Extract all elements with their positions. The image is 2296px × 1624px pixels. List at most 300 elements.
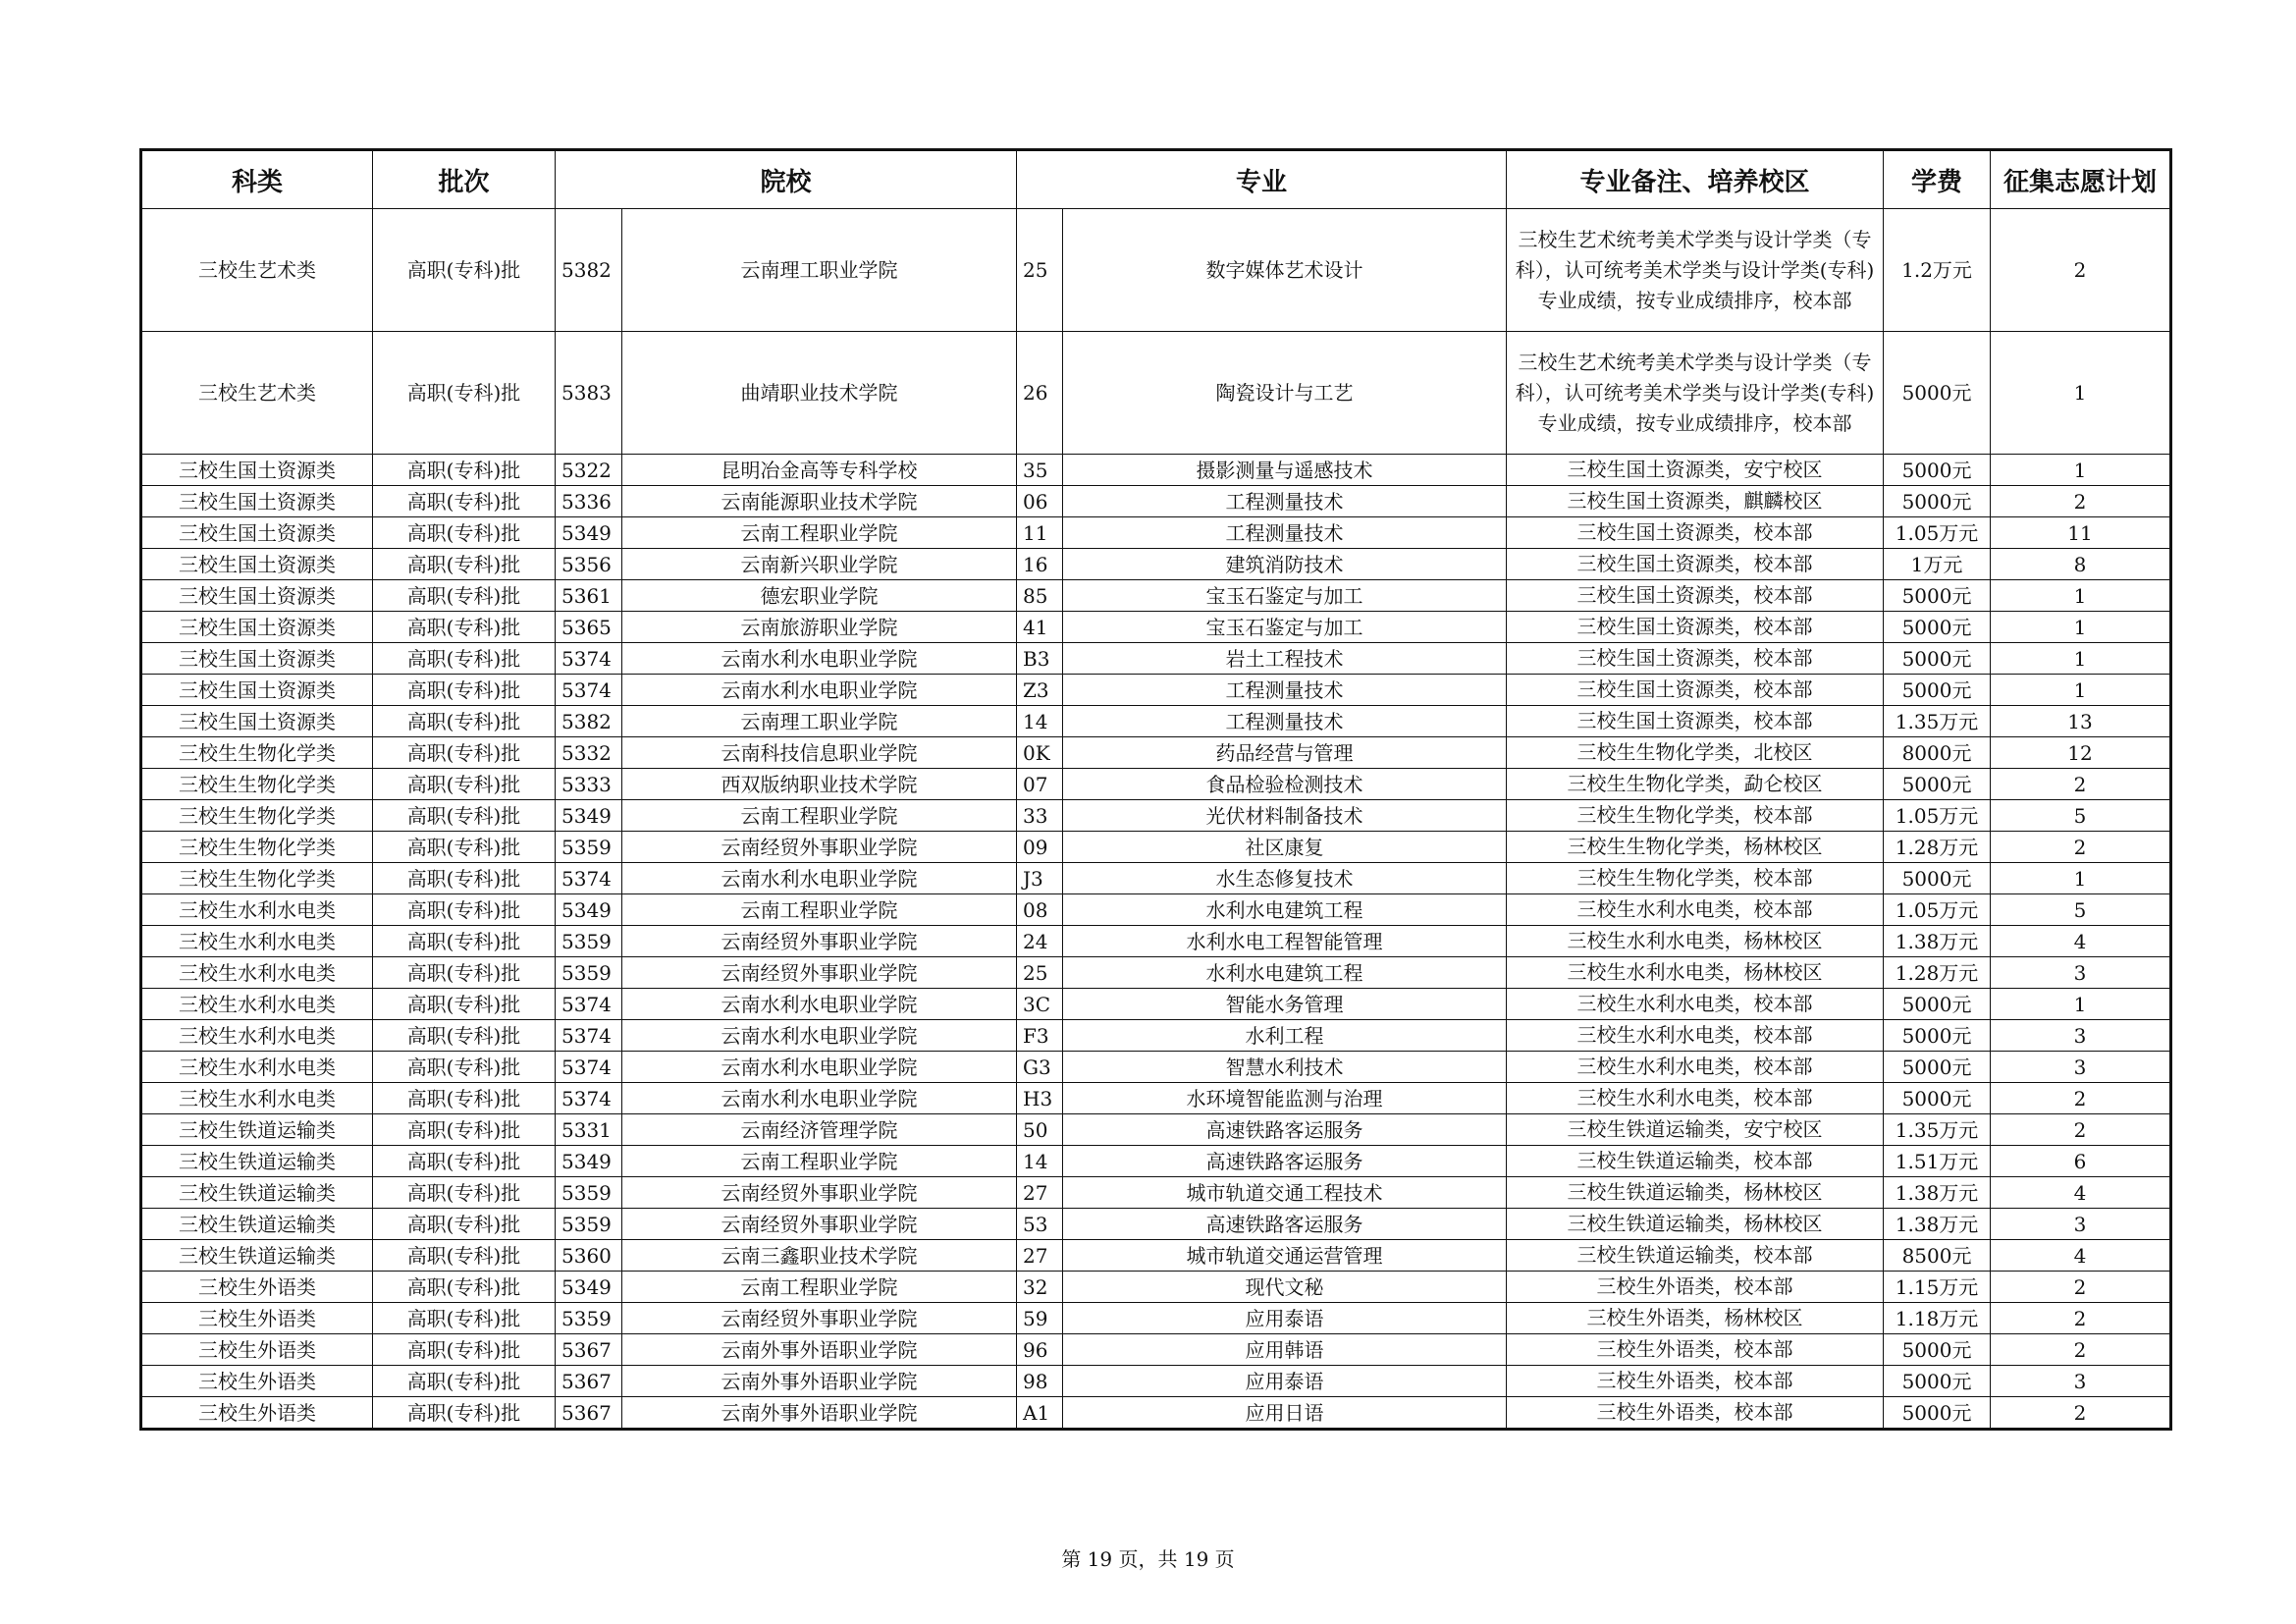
table-row bbox=[141, 612, 2171, 643]
cell-tuition: 8000元 bbox=[1884, 737, 1991, 769]
cell-tuition: 1.05万元 bbox=[1884, 517, 1991, 549]
table-row bbox=[141, 863, 2171, 894]
cell-major-name: 城市轨道交通工程技术 bbox=[1063, 1177, 1507, 1209]
cell-notes-campus: 三校生国土资源类，校本部 bbox=[1507, 643, 1884, 675]
cell-school-code: 5359 bbox=[556, 832, 622, 863]
cell-batch: 高职(专科)批 bbox=[373, 1146, 556, 1177]
cell-plan-count: 2 bbox=[1991, 1114, 2171, 1146]
cell-category: 三校生铁道运输类 bbox=[141, 1177, 373, 1209]
cell-major-code: 25 bbox=[1017, 209, 1063, 332]
cell-plan-count: 2 bbox=[1991, 1272, 2171, 1303]
cell-plan-count: 4 bbox=[1991, 1240, 2171, 1272]
cell-notes-campus: 三校生水利水电类，校本部 bbox=[1507, 989, 1884, 1020]
cell-school-code: 5349 bbox=[556, 894, 622, 926]
cell-school-name: 云南经贸外事职业学院 bbox=[622, 957, 1017, 989]
cell-notes-campus: 三校生国土资源类，校本部 bbox=[1507, 549, 1884, 580]
cell-school-name: 云南理工职业学院 bbox=[622, 706, 1017, 737]
table-row bbox=[141, 1114, 2171, 1146]
table-row bbox=[141, 1397, 2171, 1430]
cell-category: 三校生国土资源类 bbox=[141, 643, 373, 675]
cell-category: 三校生水利水电类 bbox=[141, 926, 373, 957]
cell-major-name: 高速铁路客运服务 bbox=[1063, 1209, 1507, 1240]
cell-school-code: 5359 bbox=[556, 1209, 622, 1240]
cell-batch: 高职(专科)批 bbox=[373, 612, 556, 643]
cell-plan-count: 1 bbox=[1991, 612, 2171, 643]
cell-plan-count: 1 bbox=[1991, 643, 2171, 675]
cell-school-code: 5349 bbox=[556, 517, 622, 549]
cell-school-code: 5367 bbox=[556, 1366, 622, 1397]
cell-major-name: 工程测量技术 bbox=[1063, 675, 1507, 706]
cell-school-name: 西双版纳职业技术学院 bbox=[622, 769, 1017, 800]
cell-major-name: 现代文秘 bbox=[1063, 1272, 1507, 1303]
cell-major-code: 3C bbox=[1017, 989, 1063, 1020]
cell-major-code: 11 bbox=[1017, 517, 1063, 549]
cell-notes-campus: 三校生国土资源类，安宁校区 bbox=[1507, 455, 1884, 486]
cell-tuition: 1.51万元 bbox=[1884, 1146, 1991, 1177]
cell-plan-count: 1 bbox=[1991, 332, 2171, 455]
cell-major-code: 50 bbox=[1017, 1114, 1063, 1146]
cell-tuition: 5000元 bbox=[1884, 580, 1991, 612]
header-batch: 批次 bbox=[373, 150, 556, 209]
cell-major-code: 32 bbox=[1017, 1272, 1063, 1303]
cell-tuition: 5000元 bbox=[1884, 863, 1991, 894]
cell-major-code: A1 bbox=[1017, 1397, 1063, 1430]
cell-major-code: 53 bbox=[1017, 1209, 1063, 1240]
cell-school-name: 云南水利水电职业学院 bbox=[622, 1083, 1017, 1114]
cell-major-code: 41 bbox=[1017, 612, 1063, 643]
cell-school-name: 云南工程职业学院 bbox=[622, 800, 1017, 832]
table-row bbox=[141, 1209, 2171, 1240]
cell-tuition: 1.2万元 bbox=[1884, 209, 1991, 332]
cell-school-name: 云南经济管理学院 bbox=[622, 1114, 1017, 1146]
cell-major-name: 光伏材料制备技术 bbox=[1063, 800, 1507, 832]
cell-major-code: 59 bbox=[1017, 1303, 1063, 1334]
cell-school-code: 5359 bbox=[556, 926, 622, 957]
cell-major-code: 27 bbox=[1017, 1177, 1063, 1209]
cell-major-name: 水环境智能监测与治理 bbox=[1063, 1083, 1507, 1114]
cell-school-name: 德宏职业学院 bbox=[622, 580, 1017, 612]
cell-school-code: 5336 bbox=[556, 486, 622, 517]
cell-batch: 高职(专科)批 bbox=[373, 643, 556, 675]
cell-school-name: 云南经贸外事职业学院 bbox=[622, 1303, 1017, 1334]
cell-batch: 高职(专科)批 bbox=[373, 1083, 556, 1114]
table-row bbox=[141, 549, 2171, 580]
cell-school-code: 5374 bbox=[556, 1020, 622, 1052]
cell-batch: 高职(专科)批 bbox=[373, 737, 556, 769]
cell-school-code: 5359 bbox=[556, 1177, 622, 1209]
cell-plan-count: 1 bbox=[1991, 989, 2171, 1020]
cell-major-name: 数字媒体艺术设计 bbox=[1063, 209, 1507, 332]
table-row bbox=[141, 643, 2171, 675]
table-row bbox=[141, 486, 2171, 517]
cell-major-code: 98 bbox=[1017, 1366, 1063, 1397]
cell-tuition: 5000元 bbox=[1884, 612, 1991, 643]
cell-major-name: 高速铁路客运服务 bbox=[1063, 1146, 1507, 1177]
cell-major-name: 智慧水利技术 bbox=[1063, 1052, 1507, 1083]
table-row bbox=[141, 332, 2171, 455]
table-row bbox=[141, 580, 2171, 612]
cell-plan-count: 4 bbox=[1991, 926, 2171, 957]
table-row bbox=[141, 1366, 2171, 1397]
cell-tuition: 1.05万元 bbox=[1884, 894, 1991, 926]
cell-major-name: 工程测量技术 bbox=[1063, 706, 1507, 737]
cell-category: 三校生国土资源类 bbox=[141, 517, 373, 549]
cell-major-code: 96 bbox=[1017, 1334, 1063, 1366]
table-row bbox=[141, 1177, 2171, 1209]
cell-school-code: 5359 bbox=[556, 957, 622, 989]
cell-plan-count: 5 bbox=[1991, 894, 2171, 926]
cell-notes-campus: 三校生外语类，校本部 bbox=[1507, 1397, 1884, 1430]
cell-tuition: 5000元 bbox=[1884, 332, 1991, 455]
cell-major-code: 25 bbox=[1017, 957, 1063, 989]
cell-plan-count: 1 bbox=[1991, 675, 2171, 706]
cell-major-code: 85 bbox=[1017, 580, 1063, 612]
cell-tuition: 1万元 bbox=[1884, 549, 1991, 580]
cell-school-code: 5349 bbox=[556, 1146, 622, 1177]
cell-notes-campus: 三校生外语类，校本部 bbox=[1507, 1334, 1884, 1366]
cell-school-name: 云南经贸外事职业学院 bbox=[622, 926, 1017, 957]
table-row bbox=[141, 675, 2171, 706]
cell-school-name: 云南水利水电职业学院 bbox=[622, 675, 1017, 706]
cell-category: 三校生水利水电类 bbox=[141, 1020, 373, 1052]
cell-batch: 高职(专科)批 bbox=[373, 800, 556, 832]
cell-major-code: 35 bbox=[1017, 455, 1063, 486]
cell-school-name: 云南经贸外事职业学院 bbox=[622, 1209, 1017, 1240]
table-row bbox=[141, 769, 2171, 800]
cell-school-name: 昆明冶金高等专科学校 bbox=[622, 455, 1017, 486]
table-row bbox=[141, 1334, 2171, 1366]
cell-major-code: 27 bbox=[1017, 1240, 1063, 1272]
table-row bbox=[141, 1272, 2171, 1303]
cell-plan-count: 2 bbox=[1991, 832, 2171, 863]
cell-tuition: 5000元 bbox=[1884, 1083, 1991, 1114]
cell-category: 三校生国土资源类 bbox=[141, 675, 373, 706]
cell-category: 三校生铁道运输类 bbox=[141, 1240, 373, 1272]
header-major: 专业 bbox=[1017, 150, 1507, 209]
cell-category: 三校生水利水电类 bbox=[141, 1052, 373, 1083]
cell-plan-count: 1 bbox=[1991, 455, 2171, 486]
cell-category: 三校生铁道运输类 bbox=[141, 1209, 373, 1240]
cell-major-code: 07 bbox=[1017, 769, 1063, 800]
cell-tuition: 5000元 bbox=[1884, 486, 1991, 517]
cell-major-name: 宝玉石鉴定与加工 bbox=[1063, 580, 1507, 612]
cell-major-name: 水利水电工程智能管理 bbox=[1063, 926, 1507, 957]
cell-school-code: 5349 bbox=[556, 800, 622, 832]
cell-school-code: 5367 bbox=[556, 1397, 622, 1430]
table-row bbox=[141, 1303, 2171, 1334]
cell-notes-campus: 三校生国土资源类，校本部 bbox=[1507, 706, 1884, 737]
cell-school-code: 5331 bbox=[556, 1114, 622, 1146]
cell-notes-campus: 三校生水利水电类，校本部 bbox=[1507, 1083, 1884, 1114]
cell-tuition: 5000元 bbox=[1884, 643, 1991, 675]
cell-category: 三校生生物化学类 bbox=[141, 769, 373, 800]
cell-major-name: 应用日语 bbox=[1063, 1397, 1507, 1430]
header-school: 院校 bbox=[556, 150, 1017, 209]
cell-category: 三校生外语类 bbox=[141, 1272, 373, 1303]
cell-category: 三校生外语类 bbox=[141, 1397, 373, 1430]
cell-major-name: 工程测量技术 bbox=[1063, 486, 1507, 517]
cell-major-code: 06 bbox=[1017, 486, 1063, 517]
cell-tuition: 5000元 bbox=[1884, 1397, 1991, 1430]
cell-school-name: 云南外事外语职业学院 bbox=[622, 1366, 1017, 1397]
table-row bbox=[141, 1083, 2171, 1114]
cell-tuition: 5000元 bbox=[1884, 1334, 1991, 1366]
cell-category: 三校生生物化学类 bbox=[141, 800, 373, 832]
cell-school-code: 5374 bbox=[556, 675, 622, 706]
cell-notes-campus: 三校生生物化学类，杨林校区 bbox=[1507, 832, 1884, 863]
cell-category: 三校生外语类 bbox=[141, 1334, 373, 1366]
cell-tuition: 1.28万元 bbox=[1884, 957, 1991, 989]
cell-category: 三校生国土资源类 bbox=[141, 486, 373, 517]
cell-category: 三校生外语类 bbox=[141, 1366, 373, 1397]
cell-notes-campus: 三校生生物化学类，北校区 bbox=[1507, 737, 1884, 769]
cell-batch: 高职(专科)批 bbox=[373, 957, 556, 989]
cell-category: 三校生国土资源类 bbox=[141, 549, 373, 580]
cell-tuition: 1.38万元 bbox=[1884, 1209, 1991, 1240]
cell-plan-count: 3 bbox=[1991, 957, 2171, 989]
cell-major-name: 食品检验检测技术 bbox=[1063, 769, 1507, 800]
table-row bbox=[141, 517, 2171, 549]
cell-major-code: B3 bbox=[1017, 643, 1063, 675]
cell-major-code: 33 bbox=[1017, 800, 1063, 832]
cell-major-code: 14 bbox=[1017, 1146, 1063, 1177]
cell-batch: 高职(专科)批 bbox=[373, 1272, 556, 1303]
cell-plan-count: 13 bbox=[1991, 706, 2171, 737]
cell-plan-count: 2 bbox=[1991, 1334, 2171, 1366]
cell-tuition: 5000元 bbox=[1884, 1366, 1991, 1397]
cell-major-name: 陶瓷设计与工艺 bbox=[1063, 332, 1507, 455]
cell-category: 三校生铁道运输类 bbox=[141, 1146, 373, 1177]
cell-category: 三校生国土资源类 bbox=[141, 580, 373, 612]
cell-plan-count: 5 bbox=[1991, 800, 2171, 832]
cell-notes-campus: 三校生艺术统考美术学类与设计学类（专科），认可统考美术学类与设计学类(专科)专业成绩，按专业成绩排序，校本部 bbox=[1507, 332, 1884, 455]
cell-tuition: 5000元 bbox=[1884, 455, 1991, 486]
table-row bbox=[141, 926, 2171, 957]
cell-school-name: 云南工程职业学院 bbox=[622, 894, 1017, 926]
cell-batch: 高职(专科)批 bbox=[373, 1177, 556, 1209]
cell-notes-campus: 三校生生物化学类，勐仑校区 bbox=[1507, 769, 1884, 800]
cell-tuition: 1.35万元 bbox=[1884, 1114, 1991, 1146]
cell-major-name: 工程测量技术 bbox=[1063, 517, 1507, 549]
cell-school-code: 5382 bbox=[556, 209, 622, 332]
cell-school-name: 云南理工职业学院 bbox=[622, 209, 1017, 332]
cell-tuition: 1.38万元 bbox=[1884, 1177, 1991, 1209]
cell-batch: 高职(专科)批 bbox=[373, 1303, 556, 1334]
cell-batch: 高职(专科)批 bbox=[373, 675, 556, 706]
cell-category: 三校生铁道运输类 bbox=[141, 1114, 373, 1146]
cell-major-name: 水利水电建筑工程 bbox=[1063, 894, 1507, 926]
cell-plan-count: 1 bbox=[1991, 580, 2171, 612]
cell-batch: 高职(专科)批 bbox=[373, 1366, 556, 1397]
cell-plan-count: 3 bbox=[1991, 1366, 2171, 1397]
cell-batch: 高职(专科)批 bbox=[373, 863, 556, 894]
table-row bbox=[141, 1240, 2171, 1272]
cell-school-name: 云南外事外语职业学院 bbox=[622, 1334, 1017, 1366]
cell-school-code: 5322 bbox=[556, 455, 622, 486]
cell-major-name: 城市轨道交通运营管理 bbox=[1063, 1240, 1507, 1272]
cell-notes-campus: 三校生国土资源类，校本部 bbox=[1507, 675, 1884, 706]
cell-category: 三校生国土资源类 bbox=[141, 612, 373, 643]
table-row bbox=[141, 737, 2171, 769]
cell-major-code: G3 bbox=[1017, 1052, 1063, 1083]
cell-school-code: 5382 bbox=[556, 706, 622, 737]
table-row bbox=[141, 957, 2171, 989]
table-row bbox=[141, 209, 2171, 332]
cell-notes-campus: 三校生铁道运输类，校本部 bbox=[1507, 1240, 1884, 1272]
cell-category: 三校生生物化学类 bbox=[141, 863, 373, 894]
cell-batch: 高职(专科)批 bbox=[373, 832, 556, 863]
cell-plan-count: 2 bbox=[1991, 769, 2171, 800]
table-body bbox=[141, 209, 2171, 1430]
cell-notes-campus: 三校生艺术统考美术学类与设计学类（专科），认可统考美术学类与设计学类(专科)专业成绩，按专业成绩排序，校本部 bbox=[1507, 209, 1884, 332]
cell-notes-campus: 三校生水利水电类，校本部 bbox=[1507, 1052, 1884, 1083]
cell-plan-count: 3 bbox=[1991, 1209, 2171, 1240]
cell-major-code: 14 bbox=[1017, 706, 1063, 737]
cell-tuition: 5000元 bbox=[1884, 1020, 1991, 1052]
cell-category: 三校生水利水电类 bbox=[141, 894, 373, 926]
header-tuition: 学费 bbox=[1884, 150, 1991, 209]
cell-notes-campus: 三校生国土资源类，校本部 bbox=[1507, 580, 1884, 612]
cell-school-name: 云南三鑫职业技术学院 bbox=[622, 1240, 1017, 1272]
cell-tuition: 5000元 bbox=[1884, 769, 1991, 800]
cell-tuition: 1.38万元 bbox=[1884, 926, 1991, 957]
cell-school-code: 5333 bbox=[556, 769, 622, 800]
cell-batch: 高职(专科)批 bbox=[373, 332, 556, 455]
cell-batch: 高职(专科)批 bbox=[373, 1397, 556, 1430]
cell-plan-count: 11 bbox=[1991, 517, 2171, 549]
cell-notes-campus: 三校生铁道运输类，杨林校区 bbox=[1507, 1177, 1884, 1209]
table-row bbox=[141, 894, 2171, 926]
cell-batch: 高职(专科)批 bbox=[373, 926, 556, 957]
cell-school-name: 云南新兴职业学院 bbox=[622, 549, 1017, 580]
cell-major-name: 应用泰语 bbox=[1063, 1303, 1507, 1334]
cell-notes-campus: 三校生水利水电类，杨林校区 bbox=[1507, 926, 1884, 957]
cell-plan-count: 3 bbox=[1991, 1020, 2171, 1052]
cell-plan-count: 3 bbox=[1991, 1052, 2171, 1083]
cell-notes-campus: 三校生外语类，校本部 bbox=[1507, 1272, 1884, 1303]
cell-plan-count: 2 bbox=[1991, 1397, 2171, 1430]
table-row bbox=[141, 989, 2171, 1020]
cell-school-name: 云南水利水电职业学院 bbox=[622, 989, 1017, 1020]
cell-major-name: 宝玉石鉴定与加工 bbox=[1063, 612, 1507, 643]
cell-tuition: 5000元 bbox=[1884, 1052, 1991, 1083]
cell-major-name: 社区康复 bbox=[1063, 832, 1507, 863]
page-number: 第 19 页，共 19 页 bbox=[1061, 1547, 1235, 1571]
cell-batch: 高职(专科)批 bbox=[373, 517, 556, 549]
cell-plan-count: 12 bbox=[1991, 737, 2171, 769]
cell-batch: 高职(专科)批 bbox=[373, 580, 556, 612]
cell-plan-count: 1 bbox=[1991, 863, 2171, 894]
cell-major-name: 水生态修复技术 bbox=[1063, 863, 1507, 894]
cell-tuition: 5000元 bbox=[1884, 989, 1991, 1020]
cell-major-code: 08 bbox=[1017, 894, 1063, 926]
cell-school-name: 云南水利水电职业学院 bbox=[622, 1020, 1017, 1052]
cell-notes-campus: 三校生生物化学类，校本部 bbox=[1507, 800, 1884, 832]
cell-notes-campus: 三校生国土资源类，校本部 bbox=[1507, 517, 1884, 549]
cell-major-name: 药品经营与管理 bbox=[1063, 737, 1507, 769]
header-row bbox=[141, 150, 2171, 209]
cell-school-code: 5374 bbox=[556, 989, 622, 1020]
cell-major-name: 建筑消防技术 bbox=[1063, 549, 1507, 580]
cell-plan-count: 2 bbox=[1991, 1083, 2171, 1114]
cell-plan-count: 6 bbox=[1991, 1146, 2171, 1177]
cell-major-code: Z3 bbox=[1017, 675, 1063, 706]
cell-plan-count: 2 bbox=[1991, 486, 2171, 517]
cell-school-code: 5383 bbox=[556, 332, 622, 455]
cell-major-name: 岩土工程技术 bbox=[1063, 643, 1507, 675]
cell-category: 三校生国土资源类 bbox=[141, 455, 373, 486]
cell-batch: 高职(专科)批 bbox=[373, 989, 556, 1020]
admission-plan-table-container bbox=[139, 148, 2169, 1431]
cell-category: 三校生艺术类 bbox=[141, 332, 373, 455]
table-row bbox=[141, 1146, 2171, 1177]
cell-tuition: 1.35万元 bbox=[1884, 706, 1991, 737]
cell-major-code: J3 bbox=[1017, 863, 1063, 894]
cell-tuition: 8500元 bbox=[1884, 1240, 1991, 1272]
cell-tuition: 1.05万元 bbox=[1884, 800, 1991, 832]
cell-major-code: 24 bbox=[1017, 926, 1063, 957]
cell-tuition: 5000元 bbox=[1884, 675, 1991, 706]
cell-major-code: F3 bbox=[1017, 1020, 1063, 1052]
cell-category: 三校生水利水电类 bbox=[141, 989, 373, 1020]
table-row bbox=[141, 706, 2171, 737]
cell-major-code: 26 bbox=[1017, 332, 1063, 455]
cell-school-name: 云南能源职业技术学院 bbox=[622, 486, 1017, 517]
cell-major-code: 16 bbox=[1017, 549, 1063, 580]
cell-category: 三校生生物化学类 bbox=[141, 832, 373, 863]
cell-school-code: 5360 bbox=[556, 1240, 622, 1272]
cell-major-name: 水利工程 bbox=[1063, 1020, 1507, 1052]
cell-notes-campus: 三校生外语类，校本部 bbox=[1507, 1366, 1884, 1397]
cell-category: 三校生国土资源类 bbox=[141, 706, 373, 737]
cell-plan-count: 2 bbox=[1991, 1303, 2171, 1334]
cell-batch: 高职(专科)批 bbox=[373, 706, 556, 737]
cell-notes-campus: 三校生铁道运输类，校本部 bbox=[1507, 1146, 1884, 1177]
cell-notes-campus: 三校生水利水电类，校本部 bbox=[1507, 894, 1884, 926]
cell-batch: 高职(专科)批 bbox=[373, 1114, 556, 1146]
cell-school-name: 云南旅游职业学院 bbox=[622, 612, 1017, 643]
cell-plan-count: 2 bbox=[1991, 209, 2171, 332]
cell-major-name: 高速铁路客运服务 bbox=[1063, 1114, 1507, 1146]
cell-major-name: 水利水电建筑工程 bbox=[1063, 957, 1507, 989]
cell-tuition: 1.15万元 bbox=[1884, 1272, 1991, 1303]
header-notes-campus: 专业备注、培养校区 bbox=[1507, 150, 1884, 209]
cell-batch: 高职(专科)批 bbox=[373, 549, 556, 580]
cell-notes-campus: 三校生水利水电类，杨林校区 bbox=[1507, 957, 1884, 989]
cell-school-name: 云南水利水电职业学院 bbox=[622, 1052, 1017, 1083]
cell-batch: 高职(专科)批 bbox=[373, 894, 556, 926]
cell-school-code: 5365 bbox=[556, 612, 622, 643]
cell-batch: 高职(专科)批 bbox=[373, 1240, 556, 1272]
cell-school-code: 5367 bbox=[556, 1334, 622, 1366]
cell-batch: 高职(专科)批 bbox=[373, 1020, 556, 1052]
cell-notes-campus: 三校生生物化学类，校本部 bbox=[1507, 863, 1884, 894]
cell-tuition: 1.18万元 bbox=[1884, 1303, 1991, 1334]
cell-batch: 高职(专科)批 bbox=[373, 1052, 556, 1083]
cell-school-code: 5374 bbox=[556, 1083, 622, 1114]
table-row bbox=[141, 455, 2171, 486]
cell-school-code: 5332 bbox=[556, 737, 622, 769]
table-row bbox=[141, 1020, 2171, 1052]
cell-notes-campus: 三校生国土资源类，麒麟校区 bbox=[1507, 486, 1884, 517]
cell-major-code: 09 bbox=[1017, 832, 1063, 863]
cell-category: 三校生水利水电类 bbox=[141, 957, 373, 989]
cell-category: 三校生外语类 bbox=[141, 1303, 373, 1334]
cell-major-name: 应用韩语 bbox=[1063, 1334, 1507, 1366]
cell-school-name: 云南水利水电职业学院 bbox=[622, 863, 1017, 894]
cell-school-name: 云南经贸外事职业学院 bbox=[622, 1177, 1017, 1209]
cell-major-name: 摄影测量与遥感技术 bbox=[1063, 455, 1507, 486]
